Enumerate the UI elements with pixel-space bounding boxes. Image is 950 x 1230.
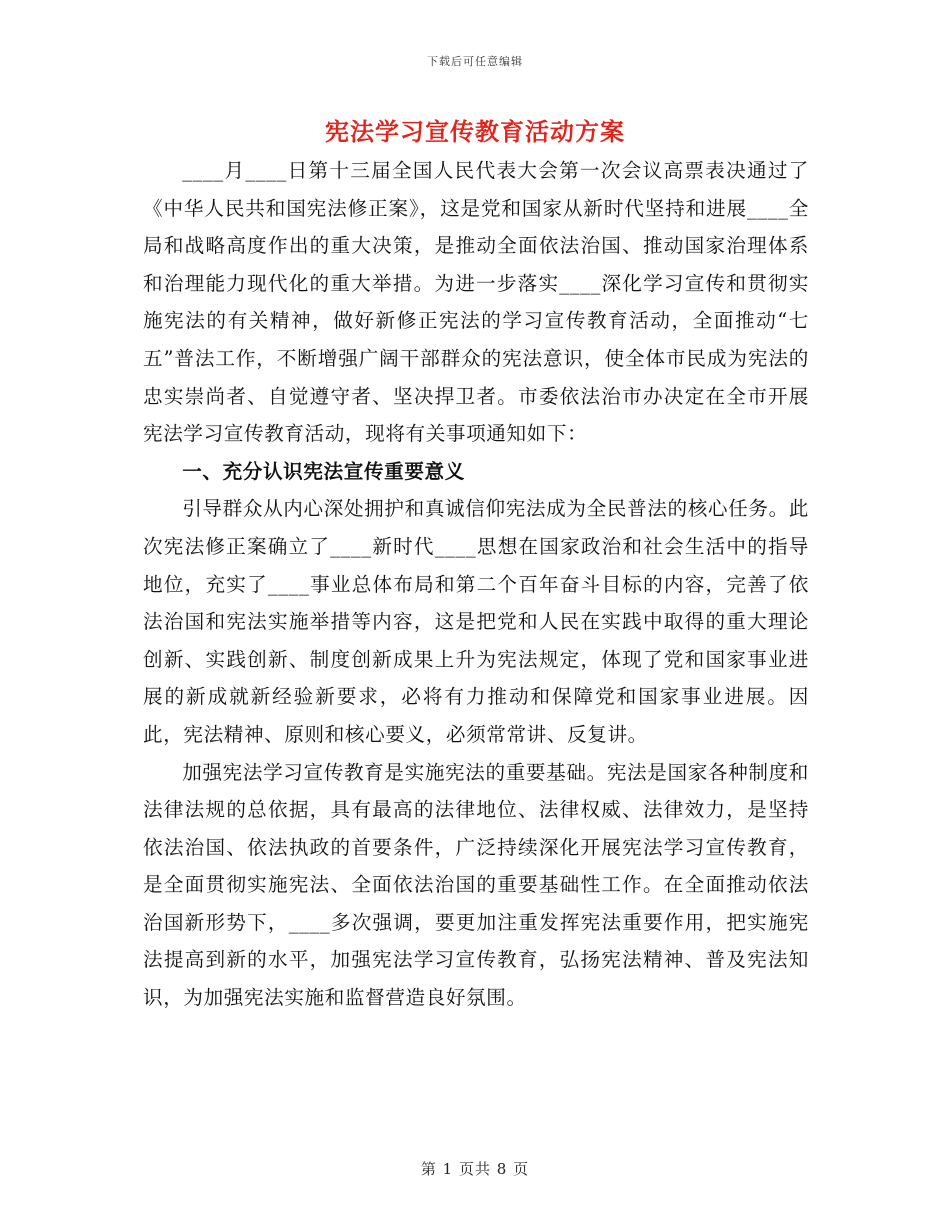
document-body [143,152,809,1017]
section-paragraph: 加强宪法学习宣传教育是实施宪法的重要基础。宪法是国家各种制度和法律法规的总依据，具有最高的法律地位、法律权威、法律效力，是坚持依法治国、依法执政的首要条件，广泛持续深化开展宪法学习宣传教育，是全面贯彻实施宪法、全面依法治国的重要基础性工作。在全面推动依法治国新形势下，____多次强调，要更加注重发挥宪法重要作用，把实施宪法提高到新的水平，加强宪法学习宣传教育，弘扬宪法精神、普及宪法知识，为加强宪法实施和监督营造良好氛围。 [143,760,809,1010]
document-title: 宪法学习宣传教育活动方案 [325,117,625,146]
intro-paragraph: ____月____日第十三届全国人民代表大会第一次会议高票表决通过了《中华人民共和国宪法修正案》，这是党和国家从新时代坚持和进展____全局和战略高度作出的重大决策，是推动全面依法治国、推动国家治理体系和治理能力现代化的重大举措。为进一步落实____深化学习宣传和贯彻实施宪法的有关精神，做好新修正宪法的学习宣传教育活动，全面推动“七五”普法工作，不断增强广阔干部群众的宪法意识，使全体市民成为宪法的忠实崇尚者、自觉遵守者、坚决捍卫者。市委依法治市办决定在全市开展宪法学习宣传教育活动，现将有关事项通知如下： [143,159,809,446]
header-note: 下载后可任意编辑 [427,55,523,68]
section-heading: 一、充分认识宪法宣传重要意义 [182,459,465,483]
page-number: 第 1 页共 8 页 [420,1160,530,1178]
section-paragraph: 引导群众从内心深处拥护和真诚信仰宪法成为全民普法的核心任务。此次宪法修正案确立了____新时代____思想在国家政治和社会生活中的指导地位，充实了____事业总体布局和第二个百年奋斗目标的内容，完善了依法治国和宪法实施举措等内容，这是把党和人民在实践中取得的重大理论创新、实践创新、制度创新成果上升为宪法规定，体现了党和国家事业进展的新成就新经验新要求，必将有力推动和保障党和国家事业进展。因此，宪法精神、原则和核心要义，必须常常讲、反复讲。 [143,497,809,746]
